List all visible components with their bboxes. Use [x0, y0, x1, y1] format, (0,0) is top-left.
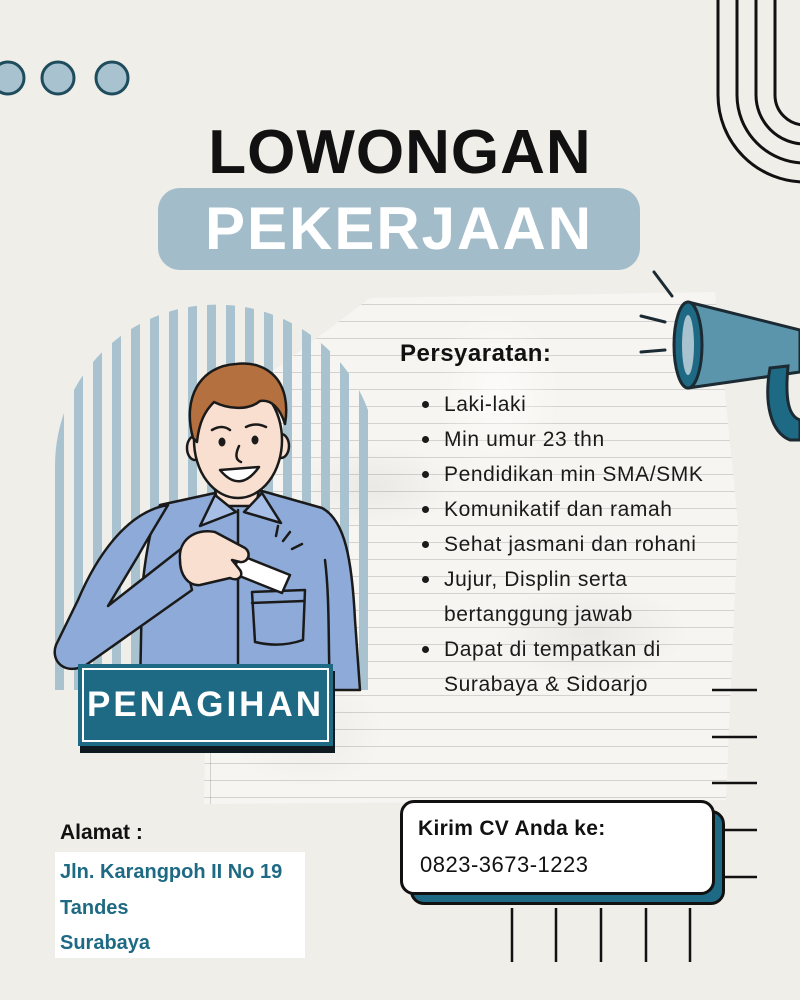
- requirement-item: Laki-laki: [420, 387, 703, 422]
- title-pekerjaan: PEKERJAAN: [204, 195, 594, 262]
- requirements-heading: Persyaratan:: [400, 340, 552, 367]
- requirement-item: Min umur 23 thn: [420, 422, 703, 457]
- bullet-icon: [422, 576, 429, 583]
- bullet-icon: [422, 541, 429, 548]
- requirement-item: Komunikatif dan ramah: [420, 492, 703, 527]
- bullet-icon: [422, 646, 429, 653]
- contact-box: [400, 800, 715, 895]
- title-pill: [158, 188, 640, 270]
- address-box: [55, 852, 305, 958]
- bullet-icon: [422, 436, 429, 443]
- contact-phone: 0823-3673-1223: [420, 852, 589, 877]
- position-badge: [78, 664, 333, 746]
- address-line: Tandes: [60, 896, 129, 919]
- bullet-icon: [422, 506, 429, 513]
- requirement-item: Jujur, Displin serta bertanggung jawab: [420, 562, 703, 632]
- title-lowongan: LOWONGAN: [208, 118, 592, 187]
- bullet-icon: [422, 471, 429, 478]
- requirement-item: Sehat jasmani dan rohani: [420, 527, 703, 562]
- position-badge-label: PENAGIHAN: [86, 685, 325, 724]
- address-line: Jln. Karangpoh II No 19: [60, 861, 283, 883]
- requirement-item: Pendidikan min SMA/SMK: [420, 457, 703, 492]
- address-label: Alamat :: [60, 821, 143, 844]
- contact-label: Kirim CV Anda ke:: [418, 817, 606, 840]
- address-line: Surabaya: [60, 932, 151, 954]
- requirement-item: Dapat di tempatkan di Surabaya & Sidoarjo: [420, 632, 703, 702]
- bullet-icon: [422, 401, 429, 408]
- requirements-list: [420, 387, 703, 702]
